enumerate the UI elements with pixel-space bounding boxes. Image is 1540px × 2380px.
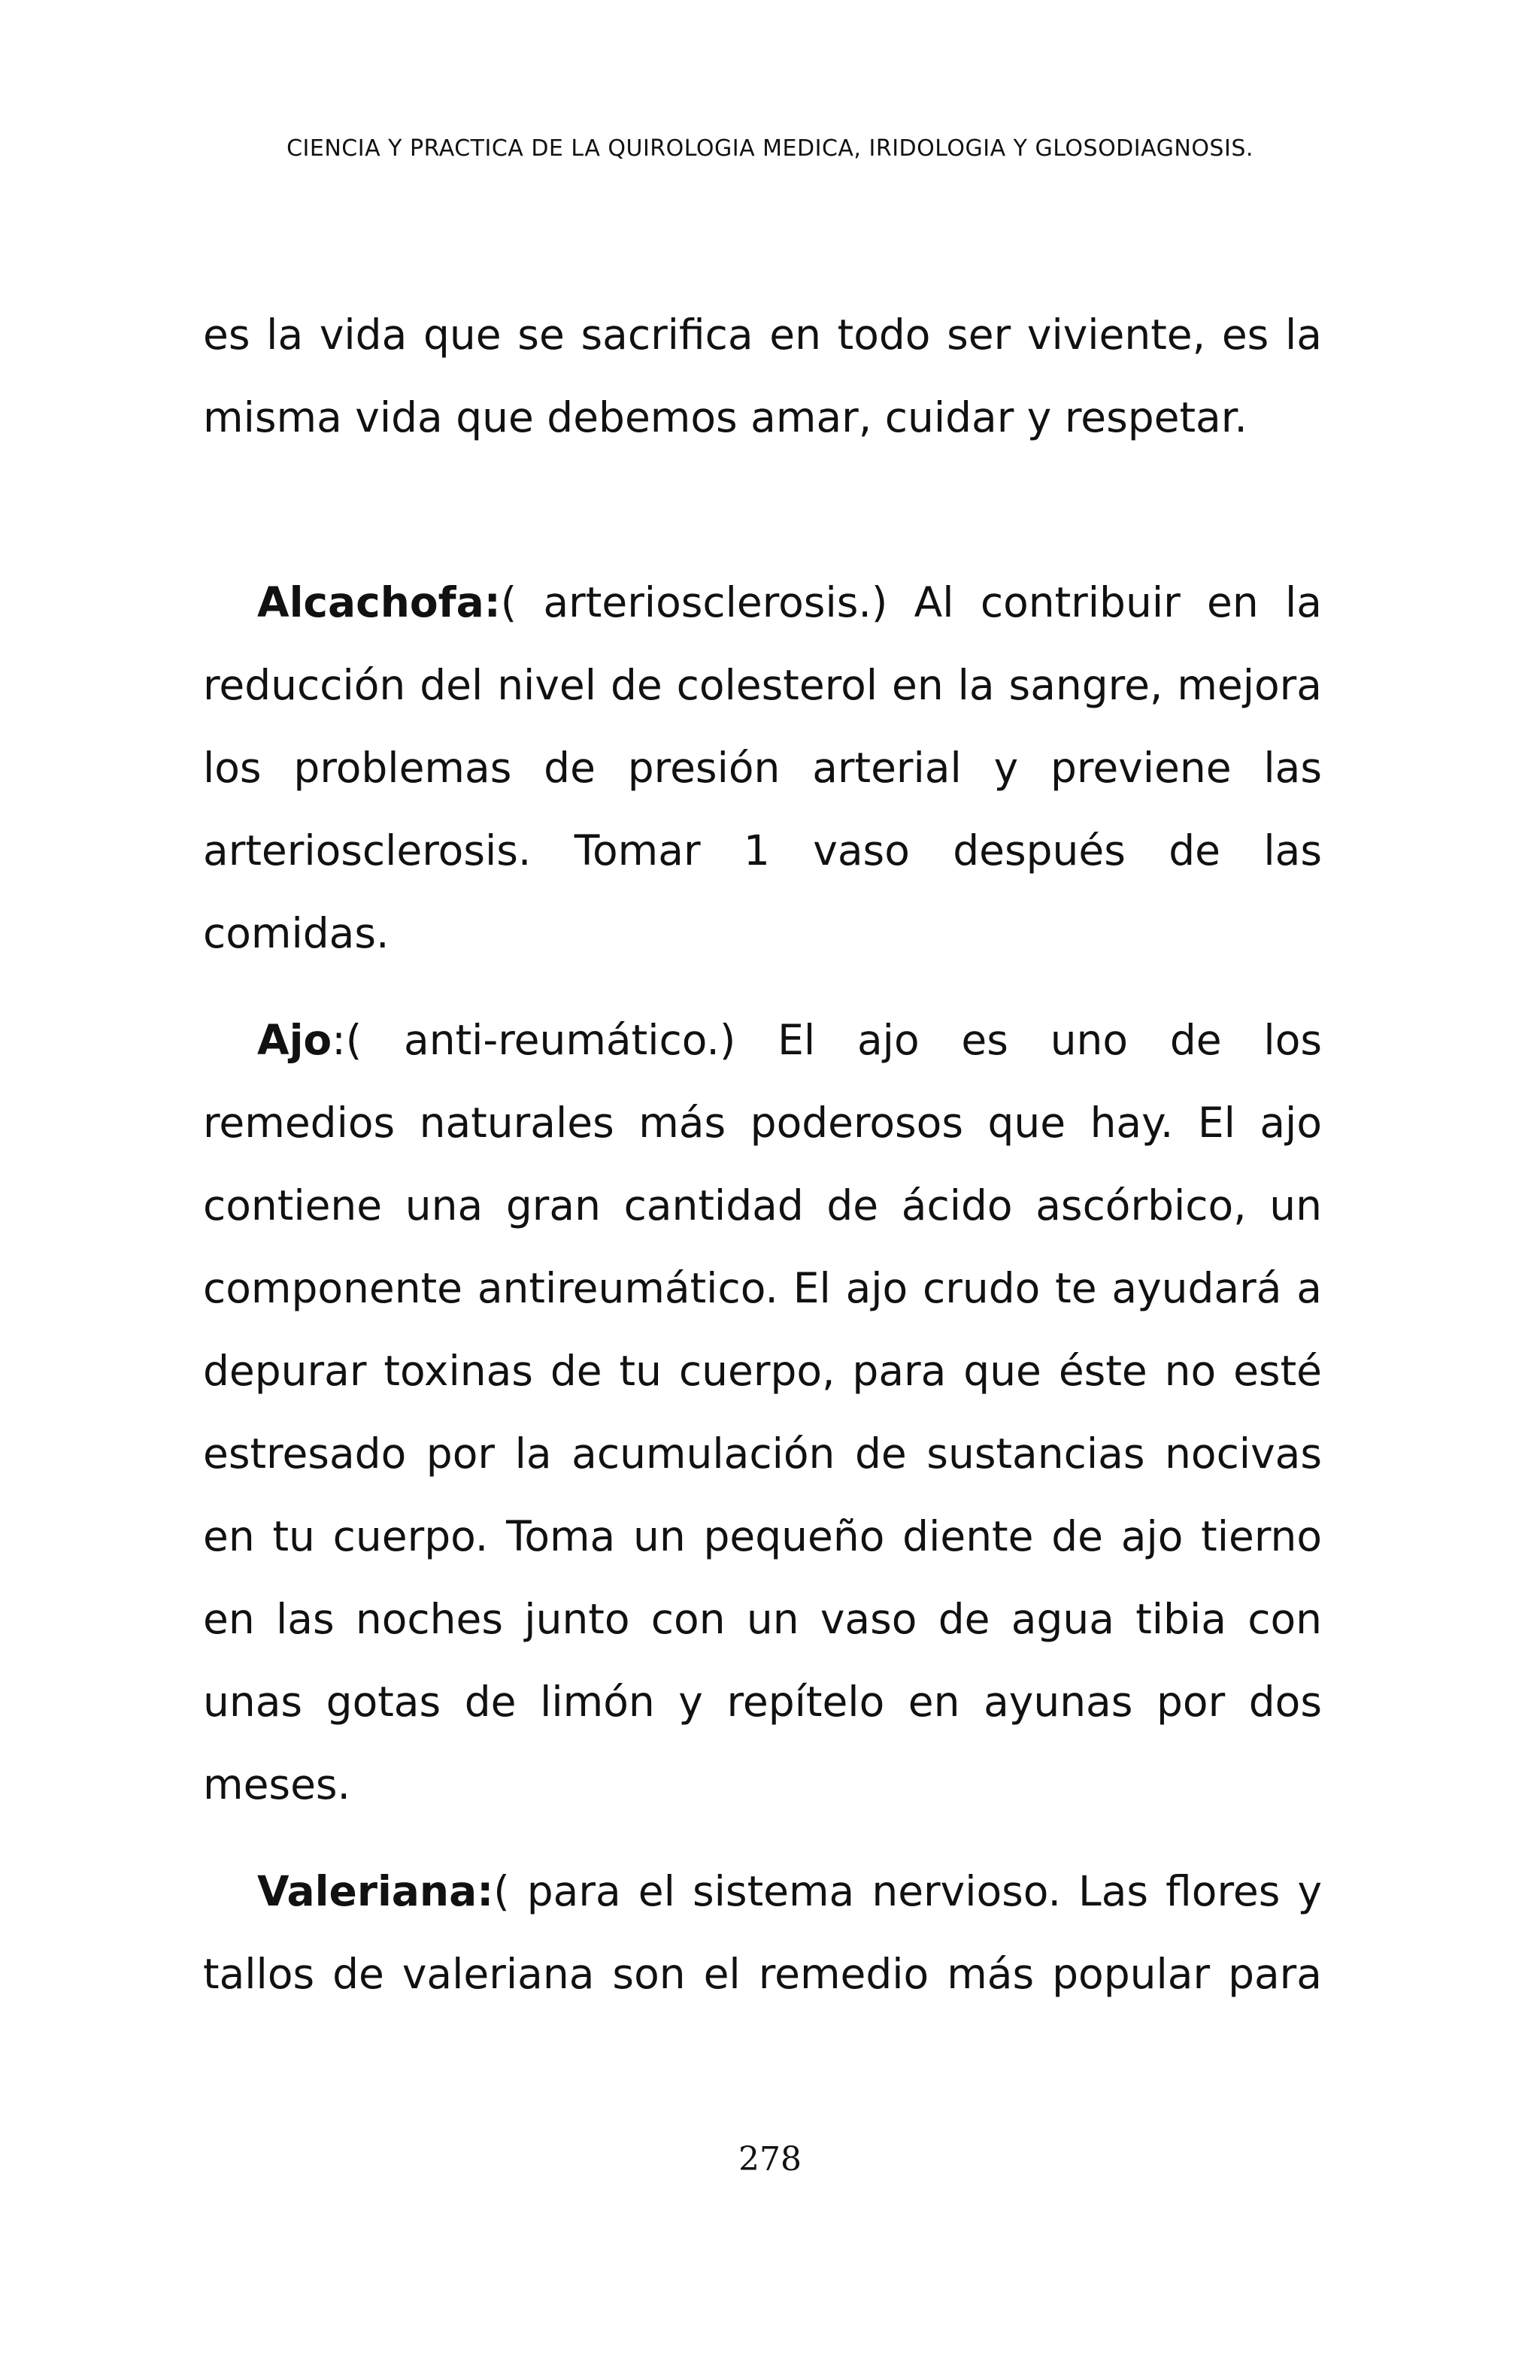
body-line: en las noches junto con un vaso de agua tibia con (203, 1595, 1322, 1643)
body-line: remedios naturales más poderosos que hay. El ajo (203, 1099, 1322, 1147)
body-line: comidas. (203, 909, 390, 957)
body-line: componente antireumático. El ajo crudo te ayudará a (203, 1264, 1322, 1312)
term-ajo: Ajo (257, 1016, 332, 1064)
running-header: CIENCIA Y PRACTICA DE LA QUIROLOGIA MEDICA, IRIDOLOGIA Y GLOSODIAGNOSIS. (286, 135, 1254, 162)
body-text: :( anti-reumático.) El ajo es uno de los (332, 1016, 1322, 1064)
body-line: es la vida que se sacrifica en todo ser viviente, es la (203, 311, 1322, 359)
body-line: meses. (203, 1760, 351, 1808)
body-line: unas gotas de limón y repítelo en ayunas por dos (203, 1678, 1322, 1726)
page-body (203, 293, 1322, 2015)
body-line: estresado por la acumulación de sustancias nocivas (203, 1430, 1322, 1478)
body-line: los problemas de presión arterial y previene las (203, 744, 1322, 792)
paragraph-ajo-first-line (203, 999, 1322, 1081)
term-valeriana: Valeriana: (257, 1867, 494, 1915)
body-line: depurar toxinas de tu cuerpo, para que éste no esté (203, 1347, 1322, 1395)
body-line: arteriosclerosis. Tomar 1 vaso después de las (203, 826, 1322, 875)
body-line: misma vida que debemos amar, cuidar y respetar. (203, 393, 1247, 441)
term-alcachofa: Alcachofa: (257, 578, 501, 626)
page-number: 278 (738, 2140, 802, 2178)
body-line: reducción del nivel de colesterol en la sangre, mejora (203, 661, 1322, 709)
body-text: ( arteriosclerosis.) Al contribuir en la (500, 578, 1322, 626)
body-line: tallos de valeriana son el remedio más popular para (203, 1950, 1322, 1998)
body-line: en tu cuerpo. Toma un pequeño diente de ajo tierno (203, 1512, 1322, 1560)
paragraph-alcachofa-first-line (203, 561, 1322, 644)
body-text: ( para el sistema nervioso. Las flores y (493, 1867, 1322, 1915)
body-line: contiene una gran cantidad de ácido ascórbico, un (203, 1181, 1322, 1229)
paragraph-valeriana-first-line (203, 1850, 1322, 1933)
